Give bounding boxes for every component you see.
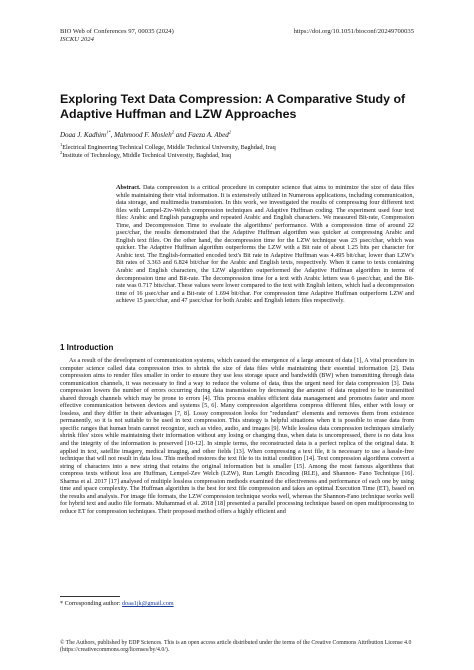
footnote-label: * Corresponding author: bbox=[60, 600, 123, 607]
author-1: Doaa J. Kadhim bbox=[60, 131, 107, 139]
footnote bbox=[60, 600, 174, 607]
footnote-rule bbox=[60, 596, 120, 597]
doi-link[interactable]: https://doi.org/10.1051/bioconf/20249700035 bbox=[293, 28, 414, 35]
author-2: Mahmood F. Mosleh bbox=[114, 131, 172, 139]
author-1-affiliation: 1* bbox=[106, 129, 111, 135]
conference-name: ISCKU 2024 bbox=[60, 36, 94, 43]
running-header bbox=[60, 28, 414, 44]
author-list bbox=[60, 131, 231, 139]
author-separator: , bbox=[110, 131, 115, 139]
affiliation-item: $^2$Institute of Technology, Middle Technical University, Baghdad, Iraq bbox=[60, 149, 232, 159]
author-2-affiliation: 2 bbox=[171, 129, 174, 135]
paper-title: Exploring Text Data Compression: A Comparative Study of Adaptive Huffman and LZW Approaches bbox=[60, 92, 406, 121]
affiliation-item: $^1$Electrical Engineering Technical College, Middle Technical University, Baghdad, Iraq bbox=[60, 141, 276, 151]
abstract-text: Data compression is a critical procedure in computer science that aims to minimize the size of data files while maintaining their vital information. It is extensively utilized in Numerous applications, including communication, data storage, and multimedia transmission. In this work, we investigated the results of compressing four different text files with Lempel-Ziv-Welch compression techniques and Adaptive Huffman coding. The experiment used four text files: Arabic and English paragraphs and repeated Arabic and English characters. We measured Bit-rate, Compression Time, and Decompression Time to evaluate the algorithms' performance. With a compression time of around 22 µsec/char, the results demonstrated that the Adaptive Huffman algorithm was quicker at compressing Arabic and English text files. On the other hand, the decompression time for the LZW technique was 23 µsec/char, which was quicker. The Adaptive Huffman algorithm outperforms the LZW with a Bit rate of about 1.25 bits per character for Arabic text. The English-formatted encoded text's Bit rate in Adaptive Huffman was 4.495 bit/char, lower than LZW's Bit rates of 3.363 and 6.824 bit/char for the Arabic and English texts, respectively. When it came to texts containing Arabic and English characters, the LZW algorithm outperformed the Adaptive Huffman algorithm in terms of decompression time and Bit-rate. The decompression time for a text with Arabic letters was 6 µsec/char, and the Bit-rate was 0.717 bits/char. These values were lower compared to the text with English letters, which had a decompression time of 16 µsec/char and a Bit-rate of 1.694 bit/char. For compression time Adaptive Huffman outperform LZW and achieve 15 µsec/char, and 47 µsec/char for both Arabic and English letters files respectively. bbox=[116, 184, 414, 305]
license-notice: © The Authors, published by EDP Sciences. This is an open access article distributed under the terms of the Creative Commons Attribution License 4.0 (https://creativecommons.org/licenses/by/4.0/). bbox=[60, 640, 412, 653]
author-3: Faeza A. Abed bbox=[187, 131, 229, 139]
journal-reference: BIO Web of Conferences 97, 00035 (2024) bbox=[60, 28, 174, 35]
author-separator: and bbox=[173, 131, 188, 139]
abstract-label: Abstract. bbox=[116, 184, 141, 191]
affiliations bbox=[60, 141, 276, 160]
section-heading: 1 Introduction bbox=[60, 343, 114, 352]
email-link[interactable]: doaa1jk@gmail.com bbox=[122, 600, 174, 607]
abstract bbox=[116, 184, 414, 305]
introduction-text: As a result of the development of communication systems, which caused the emergence of a large amount of data [1], A vital procedure in computer science called data compression tries to shrink the size of data files while maintaining their essential information [2]. Data compression aims to render files smaller in order to ensure they use less storage space and bandwidth (BW) when transmitting through data communication channels, it was necessary to find a way to reduce the volume of data, thus the urgent need for data compression [3]. Data compression lowers the number of errors occurring during data transmission by decreasing the amount of data required to be transmitted shared through channels which may be prone to errors [4]. This process enables efficient data management and promotes faster and more effective communication between devices and systems [5, 6]. Many compression algorithms compress different files, either with lossy or lossless, and they differ in their advantages [7, 8]. Lossy compression looks for "redundant" elements and removes them from existence permanently, so it is not suitable to be used in text compression. This strategy is helpful situations when it is possible to erase data from specific ranges that human brain cannot recognize, such as video, audio, and images [9]. While lossless data compression techniques similarly shrink files' sizes while maintaining their information without any losing or changing thus, when data is uncompressed, there is no data loss and the integrity of the information is preserved [10-12]. In simple terms, the reconstructed data is a perfect replica of the original data. It applied in text, satellite imagery, medical imaging, and other fields [13]. When compressing a text file, it is necessary to use a hassle-free technique that will not result in data loss. This method restores the text file to its initial condition [14]. Text compression algorithms convert a string of characters into a new string that retains the original information but is smaller [15]. Among the most famous algorithms that compress texts without loss are Huffman, Lempel-Zev Welch (LZW), Run Length Encoding (RLE), and Shannon- Fano Technique [16]. Sharma et al. 2017 [17] analysed of multiple lossless compression methods examined the effectiveness and performance of each one by using time and space complexity. The Huffman algorithm is the best for text file compression and takes an optimal Execution Time (ET), based on the results and analysis. For image file formats, the LZW compression technique works well, whereas the Shannon-Fano technique works well for hybrid text and audio file formats. Muhammad et al. 2018 [18] presented a parallel processing technique based on open multiprocessing to reduce ET for compression techniques. Their proposed method offers a highly efficient and bbox=[60, 357, 414, 515]
author-3-affiliation: 2 bbox=[228, 129, 231, 135]
